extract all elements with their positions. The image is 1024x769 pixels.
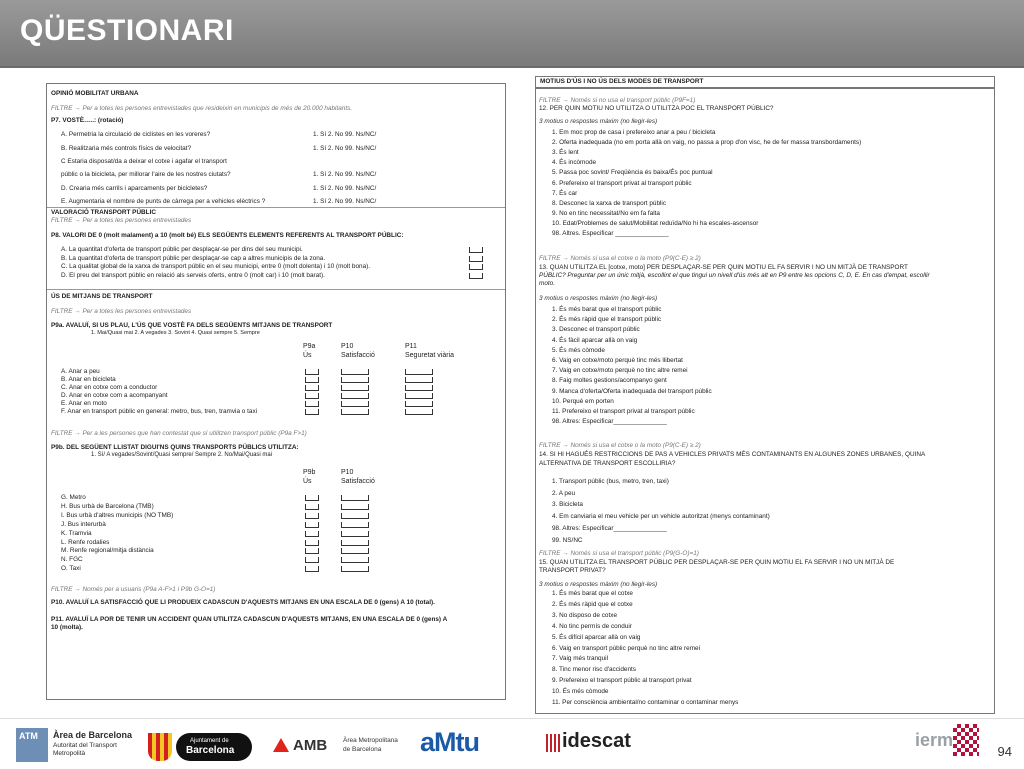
p9a-item: C. Anar en cotxe com a conductor bbox=[61, 384, 158, 391]
answer-box[interactable] bbox=[341, 522, 369, 528]
q12-option: 3. És lent bbox=[552, 149, 579, 157]
answer-box[interactable] bbox=[405, 393, 433, 399]
answer-box[interactable] bbox=[405, 401, 433, 407]
q15-option: 9. Prefereixo el transport públic al transport privat bbox=[552, 677, 692, 685]
q12-option: 8. Desconec la xarxa de transport públic bbox=[552, 199, 667, 207]
question-p8: P8. VALORI DE 0 (molt malament) a 10 (molt bé) ELS SEGÜENTS ELEMENTS REFERENTS AL TRANSPORT PÚBLIC: bbox=[51, 232, 404, 239]
question-15-cont: TRANSPORT PRIVAT? bbox=[539, 567, 606, 574]
p7-item-text: E. Augmentaria el nombre de punts de càrrega per a vehicles elèctrics ? bbox=[61, 198, 266, 205]
q14-option: 2. A peu bbox=[552, 489, 576, 497]
question-15: 15. QUAN UTILITZA EL TRANSPORT PÚBLIC PER DESPLAÇAR-SE PER QUIN MOTIU EL FA SERVIR I NO UN MITJÀ DE bbox=[539, 559, 895, 566]
ajuntament-shield-icon bbox=[148, 733, 172, 761]
q13-option: 4. És fàcil aparcar allà on vaig bbox=[552, 336, 638, 344]
answer-box[interactable] bbox=[305, 566, 319, 572]
p9b-item: H. Bus urbà de Barcelona (TMB) bbox=[61, 502, 154, 510]
question-p7: P7. VOSTÈ…..: (rotació) bbox=[51, 117, 124, 124]
question-p11: P11. AVALUÏ LA POR DE TENIR UN ACCIDENT QUAN UTILITZA CADASCUN D'AQUESTS MITJANS, EN UNA ESCALA DE 0 (gens) A bbox=[51, 616, 448, 623]
p9b-item: M. Renfe regional/mitja distància bbox=[61, 547, 154, 555]
p9b-item: J. Bus interurbà bbox=[61, 520, 106, 528]
q15-option: 5. És difícil aparcar allà on vaig bbox=[552, 633, 641, 641]
filter-text: FILTRE → Només si no usa el transport públic (P9F=1) bbox=[539, 97, 696, 104]
p8-item: D. El preu del transport públic en relació als serveis oferts, entre 0 (molt car) i 10 (molt barat). bbox=[61, 271, 325, 279]
p9b-scale: 1. Sí/ A vegades/Sovint/Quasi sempre/ Sempre 2. No/Mai/Quasi mai bbox=[91, 452, 273, 458]
q14-option: 99. NS/NC bbox=[552, 536, 583, 544]
atm-logo-text: ATM bbox=[19, 731, 38, 741]
answer-box[interactable] bbox=[341, 504, 369, 510]
column-header: P10 bbox=[341, 343, 354, 350]
q12-option: 2. Oferta inadequada (no em porta allà on vaig, no passa a prop d'on visc, he de fer massa transbordaments) bbox=[552, 139, 862, 147]
p8-item: B. La quantitat d'oferta de transport públic per desplaçar-se cap a altres municipis de la zona. bbox=[61, 254, 326, 262]
answer-box[interactable] bbox=[341, 369, 369, 375]
answer-box[interactable] bbox=[341, 566, 369, 572]
section-divider bbox=[47, 289, 505, 290]
answer-box[interactable] bbox=[305, 495, 319, 501]
idescat-text: idescat bbox=[562, 730, 631, 752]
score-box[interactable] bbox=[469, 264, 483, 270]
score-box[interactable] bbox=[469, 273, 483, 279]
slide-header bbox=[0, 0, 1024, 68]
q15-option: 8. Tinc menor risc d'accidents bbox=[552, 666, 636, 674]
q13-option: 9. Manca d'oferta/Oferta inadequada del transport públic bbox=[552, 387, 712, 395]
ierm-text: ierm bbox=[915, 730, 954, 750]
question-14-cont: ALTERNATIVA DE TRANSPORT ESCOLLIRIA? bbox=[539, 460, 676, 467]
p9a-item: E. Anar en moto bbox=[61, 400, 107, 407]
column-subheader: Seguretat viària bbox=[405, 352, 455, 359]
column-header: P10 bbox=[341, 469, 354, 476]
p7-item-text: C Estaria disposat/da a deixar el cotxe i agafar el transport bbox=[61, 158, 227, 165]
q13-option: 5. És més còmode bbox=[552, 346, 605, 354]
filter-text: FILTRE → Per a totes les persones entrevistades bbox=[51, 308, 192, 315]
p9a-item: F. Anar en transport públic en general: metro, bus, tren, tramvia o taxi bbox=[61, 408, 258, 415]
amb-subtext-2: de Barcelona bbox=[343, 746, 382, 753]
q13-option: 8. Faig moltes gestions/acompanyo gent bbox=[552, 377, 667, 385]
max-answers-note: 3 motius o respostes màxim (no llegir-les) bbox=[539, 118, 658, 125]
q14-option: 1. Transport públic (bus, metro, tren, taxi) bbox=[552, 478, 669, 485]
answer-box[interactable] bbox=[305, 531, 319, 537]
section-title-us-mitjans: ÚS DE MITJANS DE TRANSPORT bbox=[51, 293, 153, 300]
q13-option: 11. Prefereixo el transport privat al transport públic bbox=[552, 408, 695, 415]
q15-option: 11. Per consciència ambiental/no contaminar o contaminar menys bbox=[552, 699, 739, 706]
question-p9b: P9b. DEL SEGÜENT LLISTAT DIGUI'NS QUINS TRANSPORTS PÚBLICS UTILITZA: bbox=[51, 444, 299, 451]
p7-item-answers: 1. Sí 2. No 99. Ns/NC/ bbox=[313, 184, 377, 192]
answer-box[interactable] bbox=[405, 369, 433, 375]
q15-option: 3. No disposo de cotxe bbox=[552, 611, 618, 619]
answer-box[interactable] bbox=[341, 513, 369, 519]
column-subheader: Ús bbox=[303, 478, 312, 485]
answer-box[interactable] bbox=[305, 557, 319, 563]
section-divider bbox=[47, 207, 505, 208]
idescat-grid-icon bbox=[546, 734, 560, 752]
question-p11-cont: 10 (molta). bbox=[51, 624, 83, 631]
answer-box[interactable] bbox=[405, 385, 433, 391]
answer-box[interactable] bbox=[341, 557, 369, 563]
question-12: 12. PER QUIN MOTIU NO UTILITZA O UTILITZA POC EL TRANSPORT PÚBLIC? bbox=[539, 105, 774, 112]
section-title-opinio: OPINIÓ MOBILITAT URBANA bbox=[51, 90, 139, 97]
answer-box[interactable] bbox=[341, 393, 369, 399]
section-divider bbox=[536, 87, 994, 89]
slide-title: QÜESTIONARI bbox=[20, 14, 234, 47]
answer-box[interactable] bbox=[405, 409, 433, 415]
answer-box[interactable] bbox=[341, 548, 369, 554]
atm-logo-line3: Metropolità bbox=[53, 750, 86, 757]
column-subheader: Satisfacció bbox=[341, 352, 375, 359]
q15-option: 1. És més barat que el cotxe bbox=[552, 590, 633, 597]
answer-box[interactable] bbox=[305, 401, 319, 407]
p9a-item: A. Anar a peu bbox=[61, 368, 100, 375]
p9b-item: O. Taxi bbox=[61, 565, 81, 573]
answer-box[interactable] bbox=[305, 409, 319, 415]
q14-option: 4. Em canviaria el meu vehicle per un vehicle autoritzat (menys contaminant) bbox=[552, 513, 770, 521]
p9b-item: I. Bus urbà d'altres municipis (NO TMB) bbox=[61, 511, 174, 519]
p9b-item: N. FGC bbox=[61, 556, 83, 564]
p7-item-text: D. Crearia més carrils i aparcaments per bicicletes? bbox=[61, 184, 208, 192]
q12-option: 5. Passa poc sovint/ Freqüència és baixa/És poc puntual bbox=[552, 169, 713, 177]
q15-option: 10. És més còmode bbox=[552, 688, 609, 696]
max-answers-note: 3 motius o respostes màxim (no llegir-les) bbox=[539, 295, 658, 302]
filter-text: FILTRE → Només si usa el cotxe o la moto (P9(C-E) ≥ 2) bbox=[539, 442, 701, 449]
question-13-cont2: moto. bbox=[539, 280, 555, 287]
answer-box[interactable] bbox=[341, 377, 369, 383]
p9b-item: K. Tramvia bbox=[61, 529, 92, 537]
q13-option: 10. Perquè em porten bbox=[552, 397, 614, 405]
answer-box[interactable] bbox=[305, 548, 319, 554]
ajuntament-text-2: Barcelona bbox=[186, 745, 235, 756]
page-number: 94 bbox=[997, 744, 1012, 759]
score-box[interactable] bbox=[469, 247, 483, 253]
q15-option: 7. Vaig més tranquil bbox=[552, 655, 609, 663]
idescat-logo bbox=[546, 730, 656, 758]
p7-item-text: A. Permetria la circulació de ciclistes en les voreres? bbox=[61, 131, 211, 138]
answer-box[interactable] bbox=[305, 393, 319, 399]
q15-option: 2. És més ràpid que el cotxe bbox=[552, 600, 633, 608]
filter-text: FILTRE → Només si usa el transport públic (P9(G-O)=1) bbox=[539, 550, 699, 557]
q13-option: 2. És més ràpid que el transport públic bbox=[552, 316, 662, 324]
ajuntament-logo bbox=[148, 731, 254, 763]
q15-option: 4. No tinc permís de conduir bbox=[552, 622, 632, 630]
p7-item-text: públic o la bicicleta, per millorar l'aire de les nostres ciutats? bbox=[61, 171, 231, 178]
amb-subtext-1: Àrea Metropolitana bbox=[343, 737, 398, 744]
p7-item-text: B. Realitzaria més controls físics de velocitat? bbox=[61, 144, 191, 152]
column-subheader: Satisfacció bbox=[341, 478, 375, 485]
ierm-logo bbox=[915, 724, 985, 760]
p9b-item: G. Metro bbox=[61, 494, 86, 501]
answer-box[interactable] bbox=[341, 401, 369, 407]
p7-item-answers: 1. Sí 2. No 99. Ns/NC/ bbox=[313, 198, 377, 205]
column-header: P11 bbox=[405, 343, 417, 350]
answer-box[interactable] bbox=[305, 522, 319, 528]
answer-box[interactable] bbox=[341, 385, 369, 391]
p9a-scale: 1. Mai/Quasi mai 2. A vegades 3. Sovint 4. Quasi sempre 5. Sempre bbox=[91, 330, 260, 336]
q12-option: 98. Altres. Especificar _______________ bbox=[552, 230, 669, 237]
q13-option: 7. Vaig en cotxe/moto perquè no tinc altre remei bbox=[552, 367, 688, 375]
p8-item: C. La qualitat global de la xarxa de transport públic en el seu municipi, entre 0 (molt dolenta) i 10 (molt bona). bbox=[61, 263, 371, 271]
amb-triangle-icon bbox=[273, 738, 289, 752]
answer-box[interactable] bbox=[305, 540, 319, 546]
ierm-mark-icon bbox=[953, 724, 979, 756]
question-14: 14. SI HI HAGUÉS RESTRICCIONS DE PAS A VEHICLES PRIVATS MÉS CONTAMINANTS EN ALGUNES ZONES URBANES, QUINA bbox=[539, 451, 926, 458]
q12-option: 4. És incòmode bbox=[552, 159, 597, 167]
p7-item-answers: 1. Sí 2. No 99. Ns/NC/ bbox=[313, 171, 377, 178]
q13-option: 1. És més barat que el transport públic bbox=[552, 306, 662, 313]
column-header: P9b bbox=[303, 469, 316, 476]
amb-logo bbox=[273, 735, 403, 759]
question-p10: P10. AVALUÏ LA SATISFACCIÓ QUE LI PRODUEIX CADASCUN D'AQUESTS MITJANS EN UNA ESCALA DE 0 (gens) A 10 (total). bbox=[51, 599, 435, 606]
amb-text: AMB bbox=[293, 737, 328, 754]
q14-option: 3. Bicicleta bbox=[552, 501, 583, 509]
answer-box[interactable] bbox=[305, 369, 319, 375]
answer-box[interactable] bbox=[305, 513, 319, 519]
filter-text: FILTRE → Només si usa el cotxe o la moto (P9(C-E) ≥ 2) bbox=[539, 255, 701, 262]
q12-option: 7. És car bbox=[552, 189, 578, 197]
q12-option: 1. Em moc prop de casa i prefereixo anar a peu / bicicleta bbox=[552, 129, 716, 136]
answer-box[interactable] bbox=[305, 504, 319, 510]
question-p9a: P9a. AVALUÏ, SI US PLAU, L'ÚS QUE VOSTÈ FA DELS SEGÜENTS MITJANS DE TRANSPORT bbox=[51, 322, 333, 329]
answer-box[interactable] bbox=[341, 531, 369, 537]
section-title-valoracio: VALORACIÓ TRANSPORT PÚBLIC bbox=[51, 209, 156, 216]
amtu-text: aMtu bbox=[420, 727, 479, 757]
score-box[interactable] bbox=[469, 256, 483, 262]
filter-text: FILTRE → Per a totes les persones entrevistades que resideixin en municipis de més de 20.000 habitants. bbox=[51, 105, 353, 112]
answer-box[interactable] bbox=[305, 377, 319, 383]
q13-option: 98. Altres: Especificar_______________ bbox=[552, 418, 667, 426]
max-answers-note: 3 motius o respostes màxim (no llegir-les) bbox=[539, 581, 658, 588]
q12-option: 10. Edat/Problemes de salut/Mobilitat reduïda/No hi ha escales-ascensor bbox=[552, 219, 759, 227]
q13-option: 3. Desconec el transport públic bbox=[552, 326, 640, 334]
question-13: 13. QUAN UTILITZA EL [cotxe, moto] PER DESPLAÇAR-SE PER QUIN MOTIU EL FA SERVIR I NO UN MITJÀ DE TRANSPORT bbox=[539, 264, 908, 271]
q15-option: 6. Vaig en transport públic perquè no tinc altre remei bbox=[552, 644, 701, 652]
answer-box[interactable] bbox=[341, 409, 369, 415]
filter-text: FILTRE → Per a les persones que han contestat que sí utilitzen transport públic (P9a F>1) bbox=[51, 430, 307, 437]
answer-box[interactable] bbox=[305, 385, 319, 391]
column-subheader: Ús bbox=[303, 352, 312, 359]
q14-option: 98. Altres: Especificar_______________ bbox=[552, 524, 667, 532]
right-questionnaire-panel bbox=[535, 76, 995, 714]
answer-box[interactable] bbox=[405, 377, 433, 383]
atm-logo bbox=[16, 728, 136, 762]
filter-text: FILTRE → Només per a usuaris (P9a A-F>1 i P9b G-O=1) bbox=[51, 586, 216, 593]
p9b-item: L. Renfe rodalies bbox=[61, 538, 110, 546]
p7-item-answers: 1. Sí 2. No 99. Ns/NC/ bbox=[313, 144, 377, 152]
left-questionnaire-panel bbox=[46, 83, 506, 700]
atm-logo-line1: Àrea de Barcelona bbox=[53, 730, 133, 740]
q12-option: 9. No en tinc necessitat/No em fa falta bbox=[552, 209, 660, 217]
p7-item-answers: 1. Sí 2. No 99. Ns/NC/ bbox=[313, 131, 377, 138]
question-13-cont: PÚBLIC? Preguntar per un únic mitjà, escollint el que tingui un nivell d'ús més alt en P9 entre les opcions C, D, E. En cas d'empat, escollir bbox=[539, 272, 930, 279]
p8-item: A. La quantitat d'oferta de transport públic per desplaçar-se per dins del seu municipi. bbox=[61, 246, 303, 253]
answer-box[interactable] bbox=[341, 495, 369, 501]
section-title-motius: MOTIUS D'ÚS I NO ÚS DELS MODES DE TRANSPORT bbox=[540, 78, 704, 85]
answer-box[interactable] bbox=[341, 540, 369, 546]
filter-text: FILTRE → Per a totes les persones entrevistades bbox=[51, 217, 192, 224]
p9a-item: D. Anar en cotxe com a acompanyant bbox=[61, 392, 168, 399]
p9a-item: B. Anar en bicicleta bbox=[61, 376, 116, 383]
atm-logo-line2: Autoritat del Transport bbox=[53, 742, 117, 749]
q13-option: 6. Vaig en cotxe/moto perquè tinc més llibertat bbox=[552, 357, 683, 364]
column-header: P9a bbox=[303, 343, 316, 350]
ajuntament-text-1: Ajuntament de bbox=[190, 738, 229, 744]
q12-option: 6. Prefereixo el transport privat al transport públic bbox=[552, 179, 692, 187]
amtu-logo bbox=[420, 726, 540, 762]
